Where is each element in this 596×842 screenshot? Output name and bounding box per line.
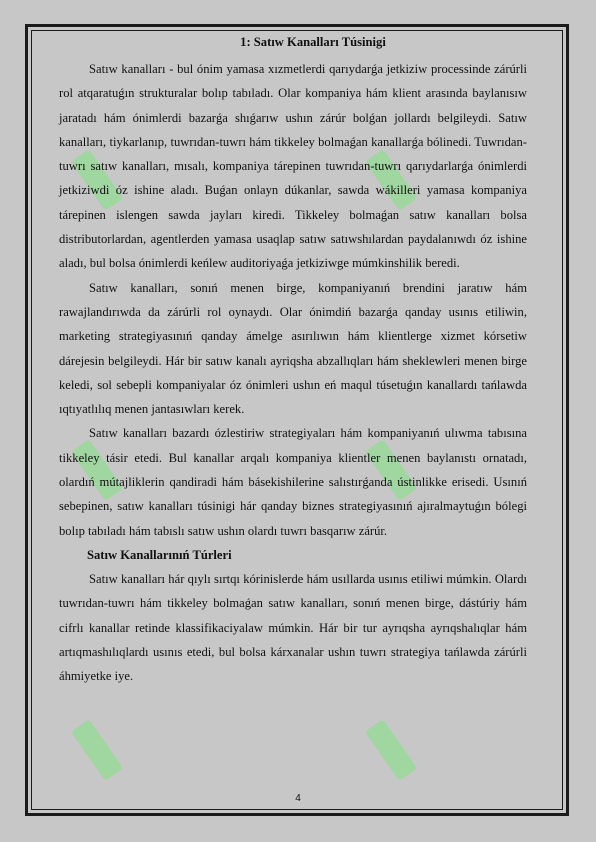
page-number: 4 — [295, 793, 301, 804]
paragraph: Satıw kanalları hár qıylı sırtqı kórinislerde hám usıllarda usınıs etiliwi múmkin. Olardı tuwrıdan-tuwrı hám tikkeley bolmaǵan satıw kanalları, sonıń menen birge, dástúriy hám cifrlı kanallar retinde klassifikaciyalaw múmkin. Hár bir tur ayrıqsha ayrıqshalıqlar hám artıqmashılıqlardı usınıs etedi, bul bolsa kárxanalar ushın tuwrı strategiya tańlawda zárúrli áhmiyetke iye. — [59, 571, 527, 684]
document-body — [59, 33, 527, 688]
paragraph: Satıw kanalları, sonıń menen birge, kompaniyanıń brendini jaratıw hám rawajlandırıwda da zárúrli rol oynaydı. Olar ónimdiń bazarǵa qanday usınıs etiliwin, marketing strategiyasınıń qanday ámelge asırılıwın hám klientlerge xizmet kórsetiw dárejesin belgileydi. Hár bir satıw kanalı ayriqsha abzallıqları hám sheklewleri menen birge keledi, sol sebepli kompaniyalar óz ónimleri ushın eń maqul túsetuǵın kanallardı tańlawda ıqtıyatlılıq menen jantasıwları kerek. — [59, 280, 527, 417]
paragraph: Satıw kanalları - bul ónim yamasa xızmetlerdi qarıydarǵa jetkiziw processinde zárúrli rol atqaratuǵın strukturalar bolıp tabıladı. Olar kompaniya hám klient arasında baylanısıw jaratadı hám ónimlerdi bazarǵa shıǵarıw ushın zárúr bolǵan jollardı belgileydi. Satıw kanalları, tiykarlanıp, tuwrıdan-tuwrı hám tikkeley bolmaǵan kanallarǵa bólinedi. Tuwrıdan-tuwrı satıw kanalları, mısalı, kompaniya tárepinen tuwrıdan-tuwrı qarıydarlarǵa ónimlerdi jetkiziwdi óz ishine aladı. Buǵan onlayn dúkanlar, sawda wákilleri yamasa kompaniya tárepinen islengen sawda jayları kiredi. Tikkeley bolmaǵan satıw kanalları bolsa distributorlardan, agentlerden yamasa usaqlap satıw satıwshılardan paydalanıwdı óz ishine aladı, bul bolsa ónimlerdi keńlew auditoriyaǵa jetkiziwge múmkinshilik beredi. — [59, 62, 527, 271]
paragraph: Satıw kanalları bazardı ózlestiriw strategiyaları hám kompaniyanıń ulıwma tabısına tikkeley tásir etedi. Bul kanallar arqalı kompaniya klientler menen baylanıstı ornatadı, olardıń mútajliklerin qandiradi hám básekishilerine salıstırǵanda ústinlikke erisedi. Usınıń sebepinen, satıw kanalları túsinigi hár qanday biznes strategiyasınıń ajıralmaytuǵın bólegi bolıp tabıladı hám tabıslı satıw ushın olardı tuwrı basqarıw zárúr. — [59, 426, 527, 538]
subsection-title: Satıw Kanallarınıń Túrleri — [87, 547, 232, 562]
section-title: 1: Satıw Kanalları Túsinigi — [240, 35, 386, 49]
